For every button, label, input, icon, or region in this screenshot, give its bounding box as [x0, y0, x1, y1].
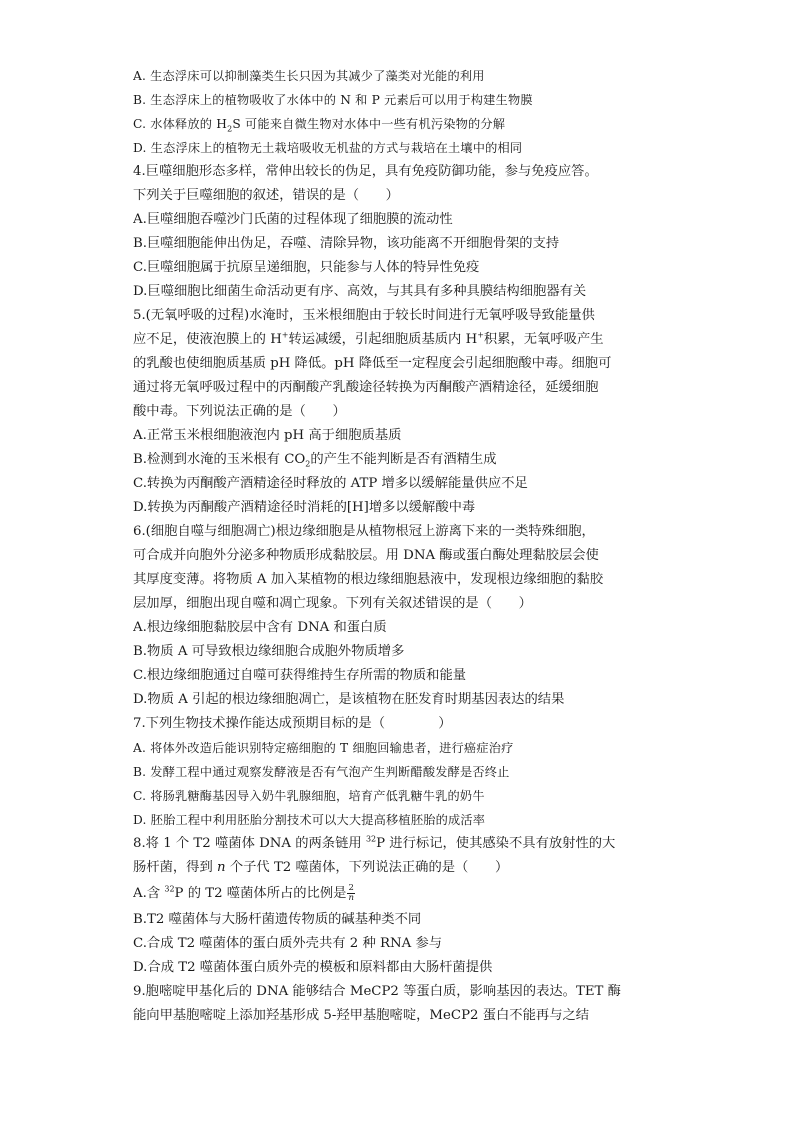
q5-stem-text-a: 应不足，使液泡膜上的 H: [133, 332, 282, 347]
q6-option-d: D.物质 A 引起的根边缘细胞凋亡，是该植物在胚发育时期基因表达的结果: [133, 692, 565, 707]
q7-option-d: D. 胚胎工程中利用胚胎分割技术可以大大提高移植胚胎的成活率: [133, 813, 486, 827]
q8-option-a: [133, 880, 693, 908]
q6-option-a: A.根边缘细胞黏胶层中含有 DNA 和蛋白质: [133, 620, 387, 635]
q8-option-c: C.合成 T2 噬菌体的蛋白质外壳共有 2 种 RNA 参与: [133, 936, 443, 951]
q5-stem-line-3: 的乳酸也使细胞质基质 pH 降低。pH 降低至一定程度会引起细胞酸中毒。细胞可: [133, 356, 612, 371]
q5-stem-sup-1: +: [281, 330, 289, 340]
q3-option-c: [133, 112, 693, 136]
q8-option-a-fraction: [347, 884, 354, 903]
q5-option-b-text: B.检测到水淹的玉米根有 CO: [133, 452, 306, 467]
q8-option-a-text: A.含: [133, 886, 165, 901]
q8-stem-text-c: 肠杆菌，得到: [133, 860, 218, 875]
q6-option-b: B.物质 A 可导致根边缘细胞合成胞外物质增多: [133, 644, 405, 659]
fraction-numerator: 2: [348, 883, 354, 893]
fraction-denominator: n: [348, 893, 354, 903]
q3-option-a: A. 生态浮床可以抑制藻类生长只因为其减少了藻类对光能的利用: [133, 69, 485, 83]
q8-option-d: D.合成 T2 噬菌体蛋白质外壳的模板和原料都由大肠杆菌提供: [133, 960, 493, 975]
q5-stem-line-1: 5.(无氧呼吸的过程)水淹时，玉米根细胞由于较长时间进行无氧呼吸导致能量供: [133, 308, 595, 323]
q8-option-a-sup: 32: [164, 884, 175, 894]
q6-option-c: C.根边缘细胞通过自噬可获得维持生存所需的物质和能量: [133, 668, 467, 683]
q4-option-a: A.巨噬细胞吞噬沙门氏菌的过程体现了细胞膜的流动性: [133, 212, 453, 227]
q3-option-c-text-rest: S 可能来自微生物对水体中一些有机污染物的分解: [232, 117, 506, 131]
q8-stem-variable-n: n: [217, 860, 226, 875]
q7-option-c: C. 将肠乳糖酶基因导入奶牛乳腺细胞，培育产低乳糖牛乳的奶牛: [133, 789, 485, 803]
q5-option-b-subscript: 2: [305, 459, 311, 469]
q3-option-d: D. 生态浮床上的植物无土栽培吸收无机盐的方式与栽培在土壤中的相同: [133, 141, 523, 155]
q5-option-b-text-rest: 的产生不能判断是否有酒精生成: [310, 452, 497, 467]
q5-stem-line-2: [133, 328, 693, 352]
q4-option-d: D.巨噬细胞比细菌生命活动更有序、高效，与其具有多种具膜结构细胞器有关: [133, 284, 587, 299]
q5-stem-line-5: 酸中毒。下列说法正确的是（ ）: [133, 404, 346, 419]
q8-stem-text-d: 个子代 T2 噬菌体，下列说法正确的是（ ）: [225, 860, 509, 875]
q3-option-c-text: C. 水体释放的 H: [133, 117, 228, 131]
q4-option-b: B.巨噬细胞能伸出伪足，吞噬、清除异物，该功能离不开细胞骨架的支持: [133, 236, 560, 251]
q9-stem-line-2: 能向甲基胞嘧啶上添加羟基形成 5-羟甲基胞嘧啶，MeCP2 蛋白不能再与之结: [133, 1008, 590, 1023]
q9-stem-line-1: 9.胞嘧啶甲基化后的 DNA 能够结合 MeCP2 等蛋白质，影响基因的表达。TET 酶: [133, 984, 621, 999]
q3-option-c-subscript: 2: [227, 124, 233, 134]
q8-stem-text-a: 8.将 1 个 T2 噬菌体 DNA 的两条链用: [133, 836, 366, 851]
q5-option-c: C.转换为丙酮酸产酒精途径时释放的 ATP 增多以缓解能量供应不足: [133, 476, 528, 491]
q6-stem-line-1: 6.(细胞自噬与细胞凋亡)根边缘细胞是从植物根冠上游离下来的一类特殊细胞，: [133, 524, 595, 539]
q4-stem-line-1: 4.巨噬细胞形态多样，常伸出较长的伪足，具有免疫防御功能，参与免疫应答。: [133, 164, 598, 179]
q7-option-b: B. 发酵工程中通过观察发酵液是否有气泡产生判断醋酸发酵是否终止: [133, 765, 510, 779]
q6-stem-line-2: 可合成并向胞外分泌多种物质形成黏胶层。用 DNA 酶或蛋白酶处理黏胶层会使: [133, 548, 599, 563]
q6-stem-line-4: 层加厚，细胞出现自噬和凋亡现象。下列有关叙述错误的是（ ）: [133, 596, 532, 611]
q4-stem-line-2: 下列关于巨噬细胞的叙述，错误的是（ ）: [133, 188, 399, 203]
q7-option-a: A. 将体外改造后能识别特定癌细胞的 T 细胞回输患者，进行癌症治疗: [133, 741, 514, 755]
q8-option-b: B.T2 噬菌体与大肠杆菌遗传物质的碱基种类不同: [133, 912, 422, 927]
q5-option-b: [133, 448, 693, 472]
q7-stem: 7.下列生物技术操作能达成预期目标的是（ ）: [133, 716, 452, 731]
q5-stem-line-4: 通过将无氧呼吸过程中的丙酮酸产乳酸途径转换为丙酮酸产酒精途径，延缓细胞: [133, 380, 599, 395]
q4-option-c: C.巨噬细胞属于抗原呈递细胞，只能参与人体的特异性免疫: [133, 260, 480, 275]
q3-option-b: B. 生态浮床上的植物吸收了水体中的 N 和 P 元素后可以用于构建生物膜: [133, 93, 533, 107]
q5-stem-text-c: 积累，无氧呼吸产生: [483, 332, 604, 347]
q8-stem-sup: 32: [365, 834, 377, 844]
q8-stem-line-2: [133, 856, 693, 880]
q5-option-d: D.转换为丙酮酸产酒精途径时消耗的[H]增多以缓解酸中毒: [133, 500, 476, 515]
q5-stem-text-b: 转运减缓，引起细胞质基质内 H: [288, 332, 478, 347]
q8-stem-line-1: [133, 832, 693, 856]
q5-option-a: A.正常玉米根细胞液泡内 pH 高于细胞质基质: [133, 428, 402, 443]
q8-stem-text-b: P 进行标记，使其感染不具有放射性的大: [376, 836, 616, 851]
q8-option-a-text-rest: P 的 T2 噬菌体所占的比例是: [174, 886, 347, 901]
q6-stem-line-3: 其厚度变薄。将物质 A 加入某植物的根边缘细胞悬液中，发现根边缘细胞的黏胶: [133, 572, 604, 587]
q5-stem-sup-2: +: [477, 330, 484, 340]
